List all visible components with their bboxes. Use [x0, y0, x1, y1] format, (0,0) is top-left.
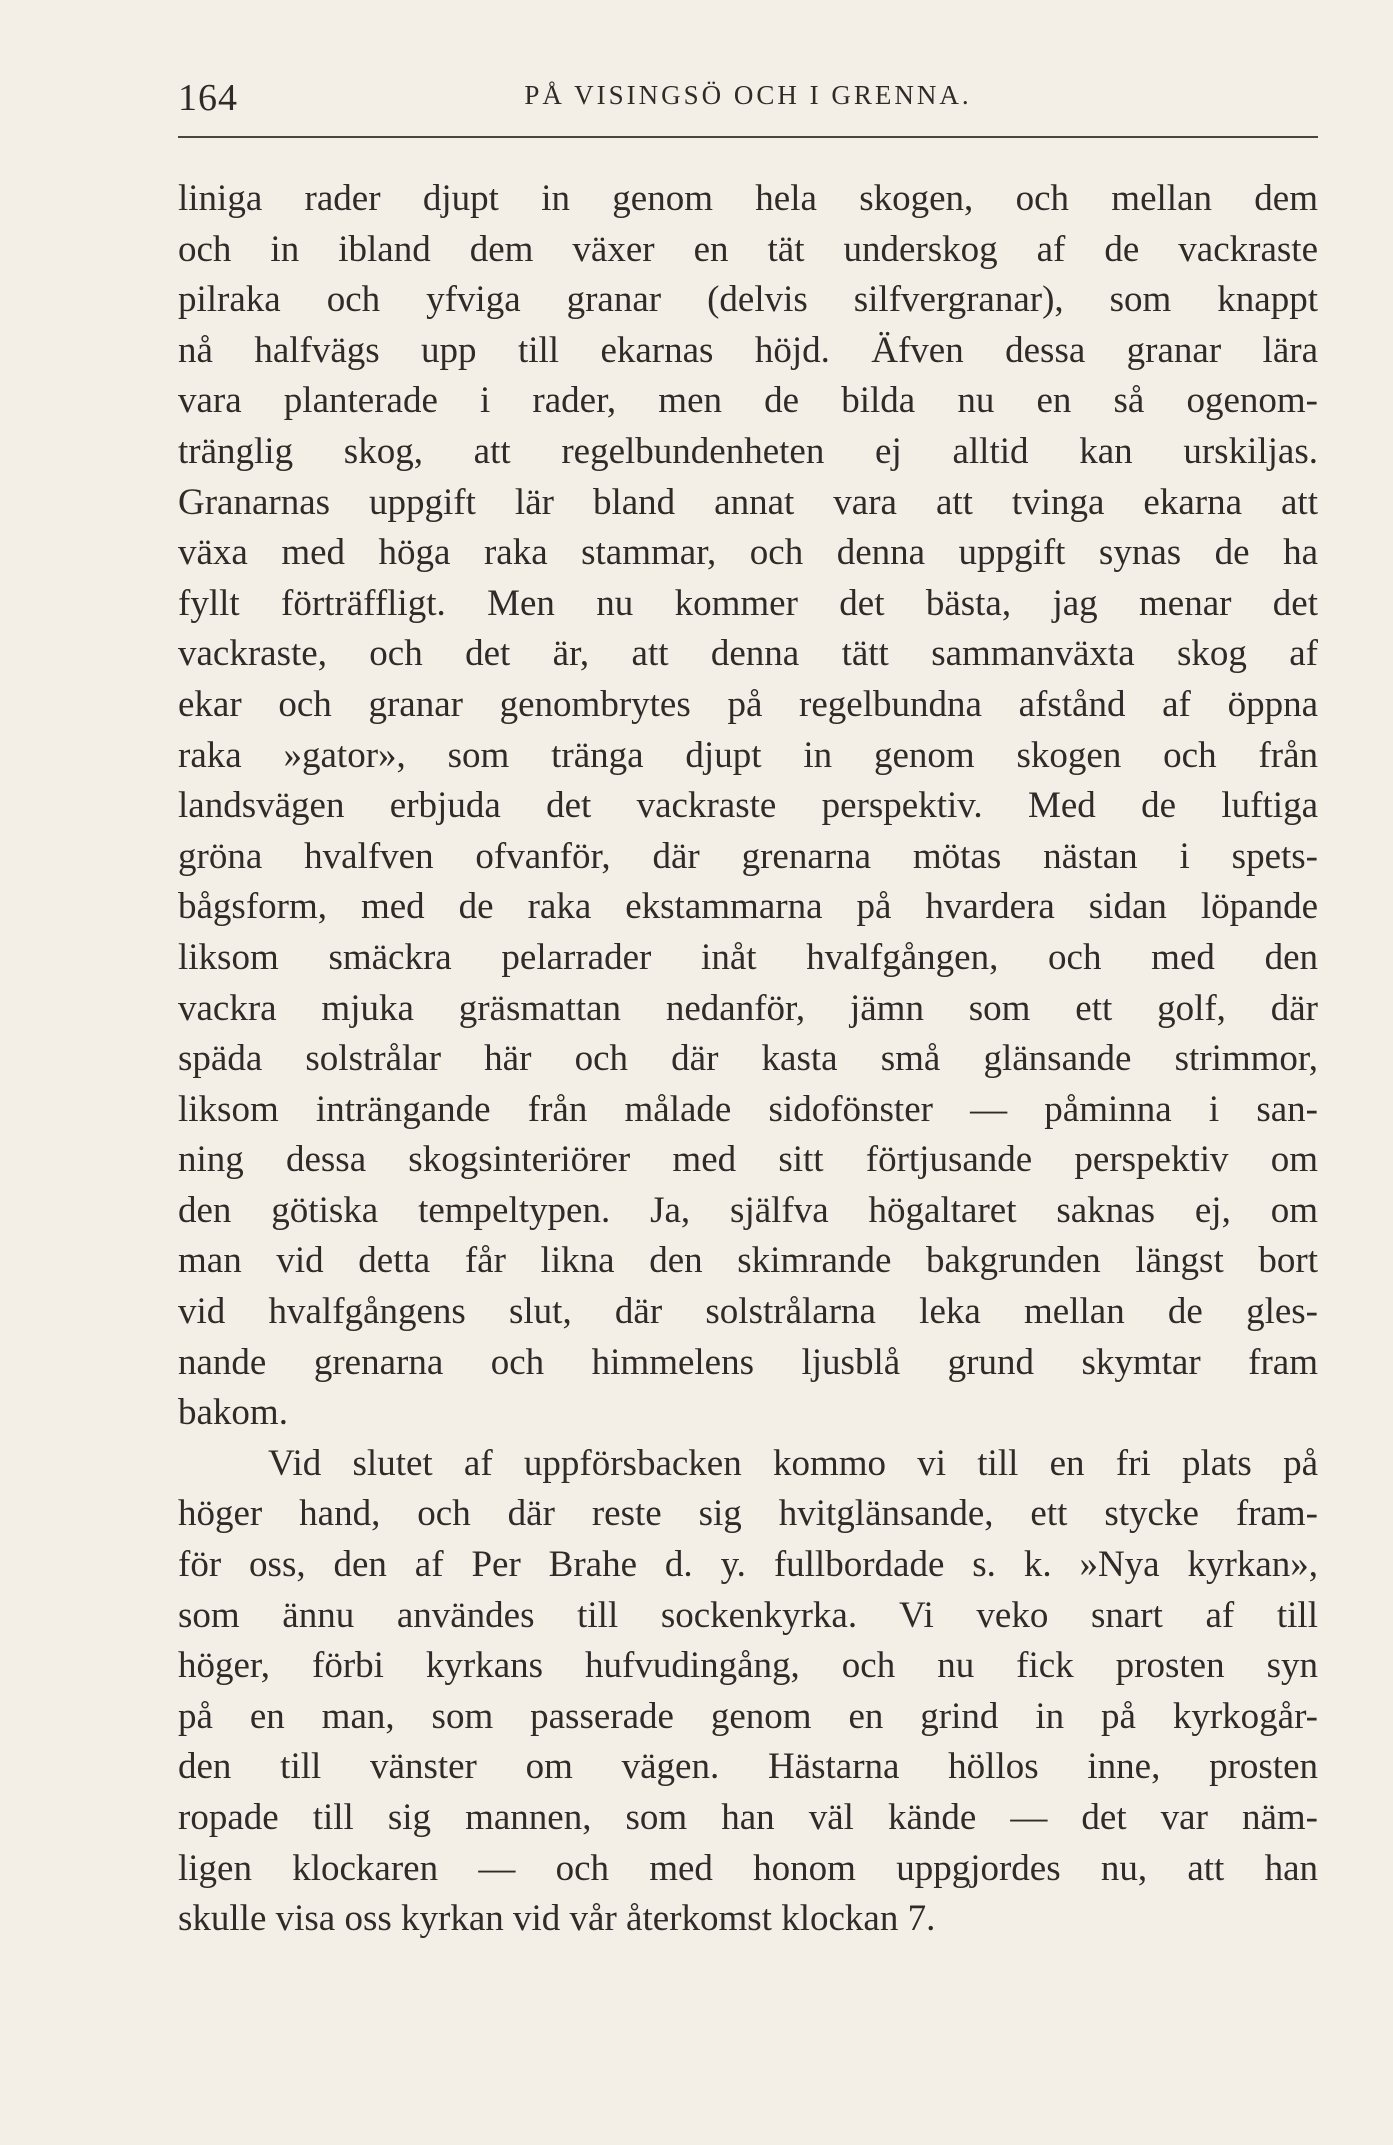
text-line: späda solstrålar här och där kasta små glänsande strimmor,	[178, 1038, 1318, 1080]
text-line: vara planterade i rader, men de bilda nu en så ogenom-	[178, 380, 1318, 422]
text-line: för oss, den af Per Brahe d. y. fullbordade s. k. »Nya kyrkan»,	[178, 1544, 1318, 1586]
text-line: pilraka och yfviga granar (delvis silfvergranar), som knappt	[178, 279, 1318, 321]
text-line: vackraste, och det är, att denna tätt sammanväxta skog af	[178, 633, 1318, 675]
text-line: liksom smäckra pelarrader inåt hvalfgången, och med den	[178, 936, 1318, 978]
text-line: man vid detta får likna den skimrande bakgrunden längst bort	[178, 1240, 1318, 1282]
text-line: ning dessa skogsinteriörer med sitt förtjusande perspektiv om	[178, 1139, 1318, 1181]
text-line: som ännu användes till sockenkyrka. Vi veko snart af till	[178, 1594, 1318, 1636]
header-rule	[178, 136, 1318, 138]
text-line: nå halfvägs upp till ekarnas höjd. Äfven dessa granar lära	[178, 329, 1318, 371]
text-line: raka »gator», som tränga djupt in genom skogen och från	[178, 734, 1318, 776]
text-line: landsvägen erbjuda det vackraste perspektiv. Med de luftiga	[178, 785, 1318, 827]
text-line: ekar och granar genombrytes på regelbundna afstånd af öppna	[178, 683, 1318, 725]
text-line: och in ibland dem växer en tät underskog af de vackraste	[178, 228, 1318, 270]
text-line: skulle visa oss kyrkan vid vår återkomst klockan 7.	[178, 1898, 936, 1940]
text-line: höger, förbi kyrkans hufvudingång, och nu fick prosten syn	[178, 1645, 1318, 1687]
text-line: tränglig skog, att regelbundenheten ej alltid kan urskiljas.	[178, 430, 1318, 472]
text-line: vackra mjuka gräsmattan nedanför, jämn som ett golf, där	[178, 987, 1318, 1029]
text-line: ropade till sig mannen, som han väl kände — det var näm-	[178, 1797, 1318, 1838]
running-title: PÅ VISINGSÖ OCH I GRENNA.	[524, 80, 972, 110]
text-line: nande grenarna och himmelens ljusblå grund skymtar fram	[178, 1341, 1318, 1383]
text-line: växa med höga raka stammar, och denna uppgift synas de ha	[178, 532, 1318, 574]
text-line: liksom inträngande från målade sidofönster — påminna i san-	[178, 1088, 1318, 1130]
paragraph	[178, 174, 1318, 1439]
paragraph	[178, 1439, 1318, 1945]
text-line: Vid slutet af uppförsbacken kommo vi till en fri plats på	[268, 1442, 1318, 1484]
running-head	[178, 66, 1318, 126]
page-number: 164	[178, 77, 238, 119]
text-line: bakom.	[178, 1392, 288, 1434]
text-line: på en man, som passerade genom en grind in på kyrkogår-	[178, 1695, 1318, 1737]
text-line: Granarnas uppgift lär bland annat vara att tvinga ekarna att	[178, 481, 1318, 523]
text-line: liniga rader djupt in genom hela skogen, och mellan dem	[178, 178, 1318, 219]
text-line: den till vänster om vägen. Hästarna höllos inne, prosten	[178, 1746, 1318, 1788]
text-line: ligen klockaren — och med honom uppgjordes nu, att han	[178, 1847, 1318, 1889]
text-line: vid hvalfgångens slut, där solstrålarna leka mellan de gles-	[178, 1291, 1318, 1333]
body-text	[178, 174, 1318, 1945]
text-line: gröna hvalfven ofvanför, där grenarna mötas nästan i spets-	[178, 835, 1318, 877]
text-line: höger hand, och där reste sig hvitglänsande, ett stycke fram-	[178, 1493, 1318, 1535]
text-line: bågsform, med de raka ekstammarna på hvardera sidan löpande	[178, 886, 1318, 928]
text-line: den götiska tempeltypen. Ja, själfva högaltaret saknas ej, om	[178, 1189, 1318, 1231]
text-line: fyllt förträffligt. Men nu kommer det bästa, jag menar det	[178, 582, 1318, 624]
